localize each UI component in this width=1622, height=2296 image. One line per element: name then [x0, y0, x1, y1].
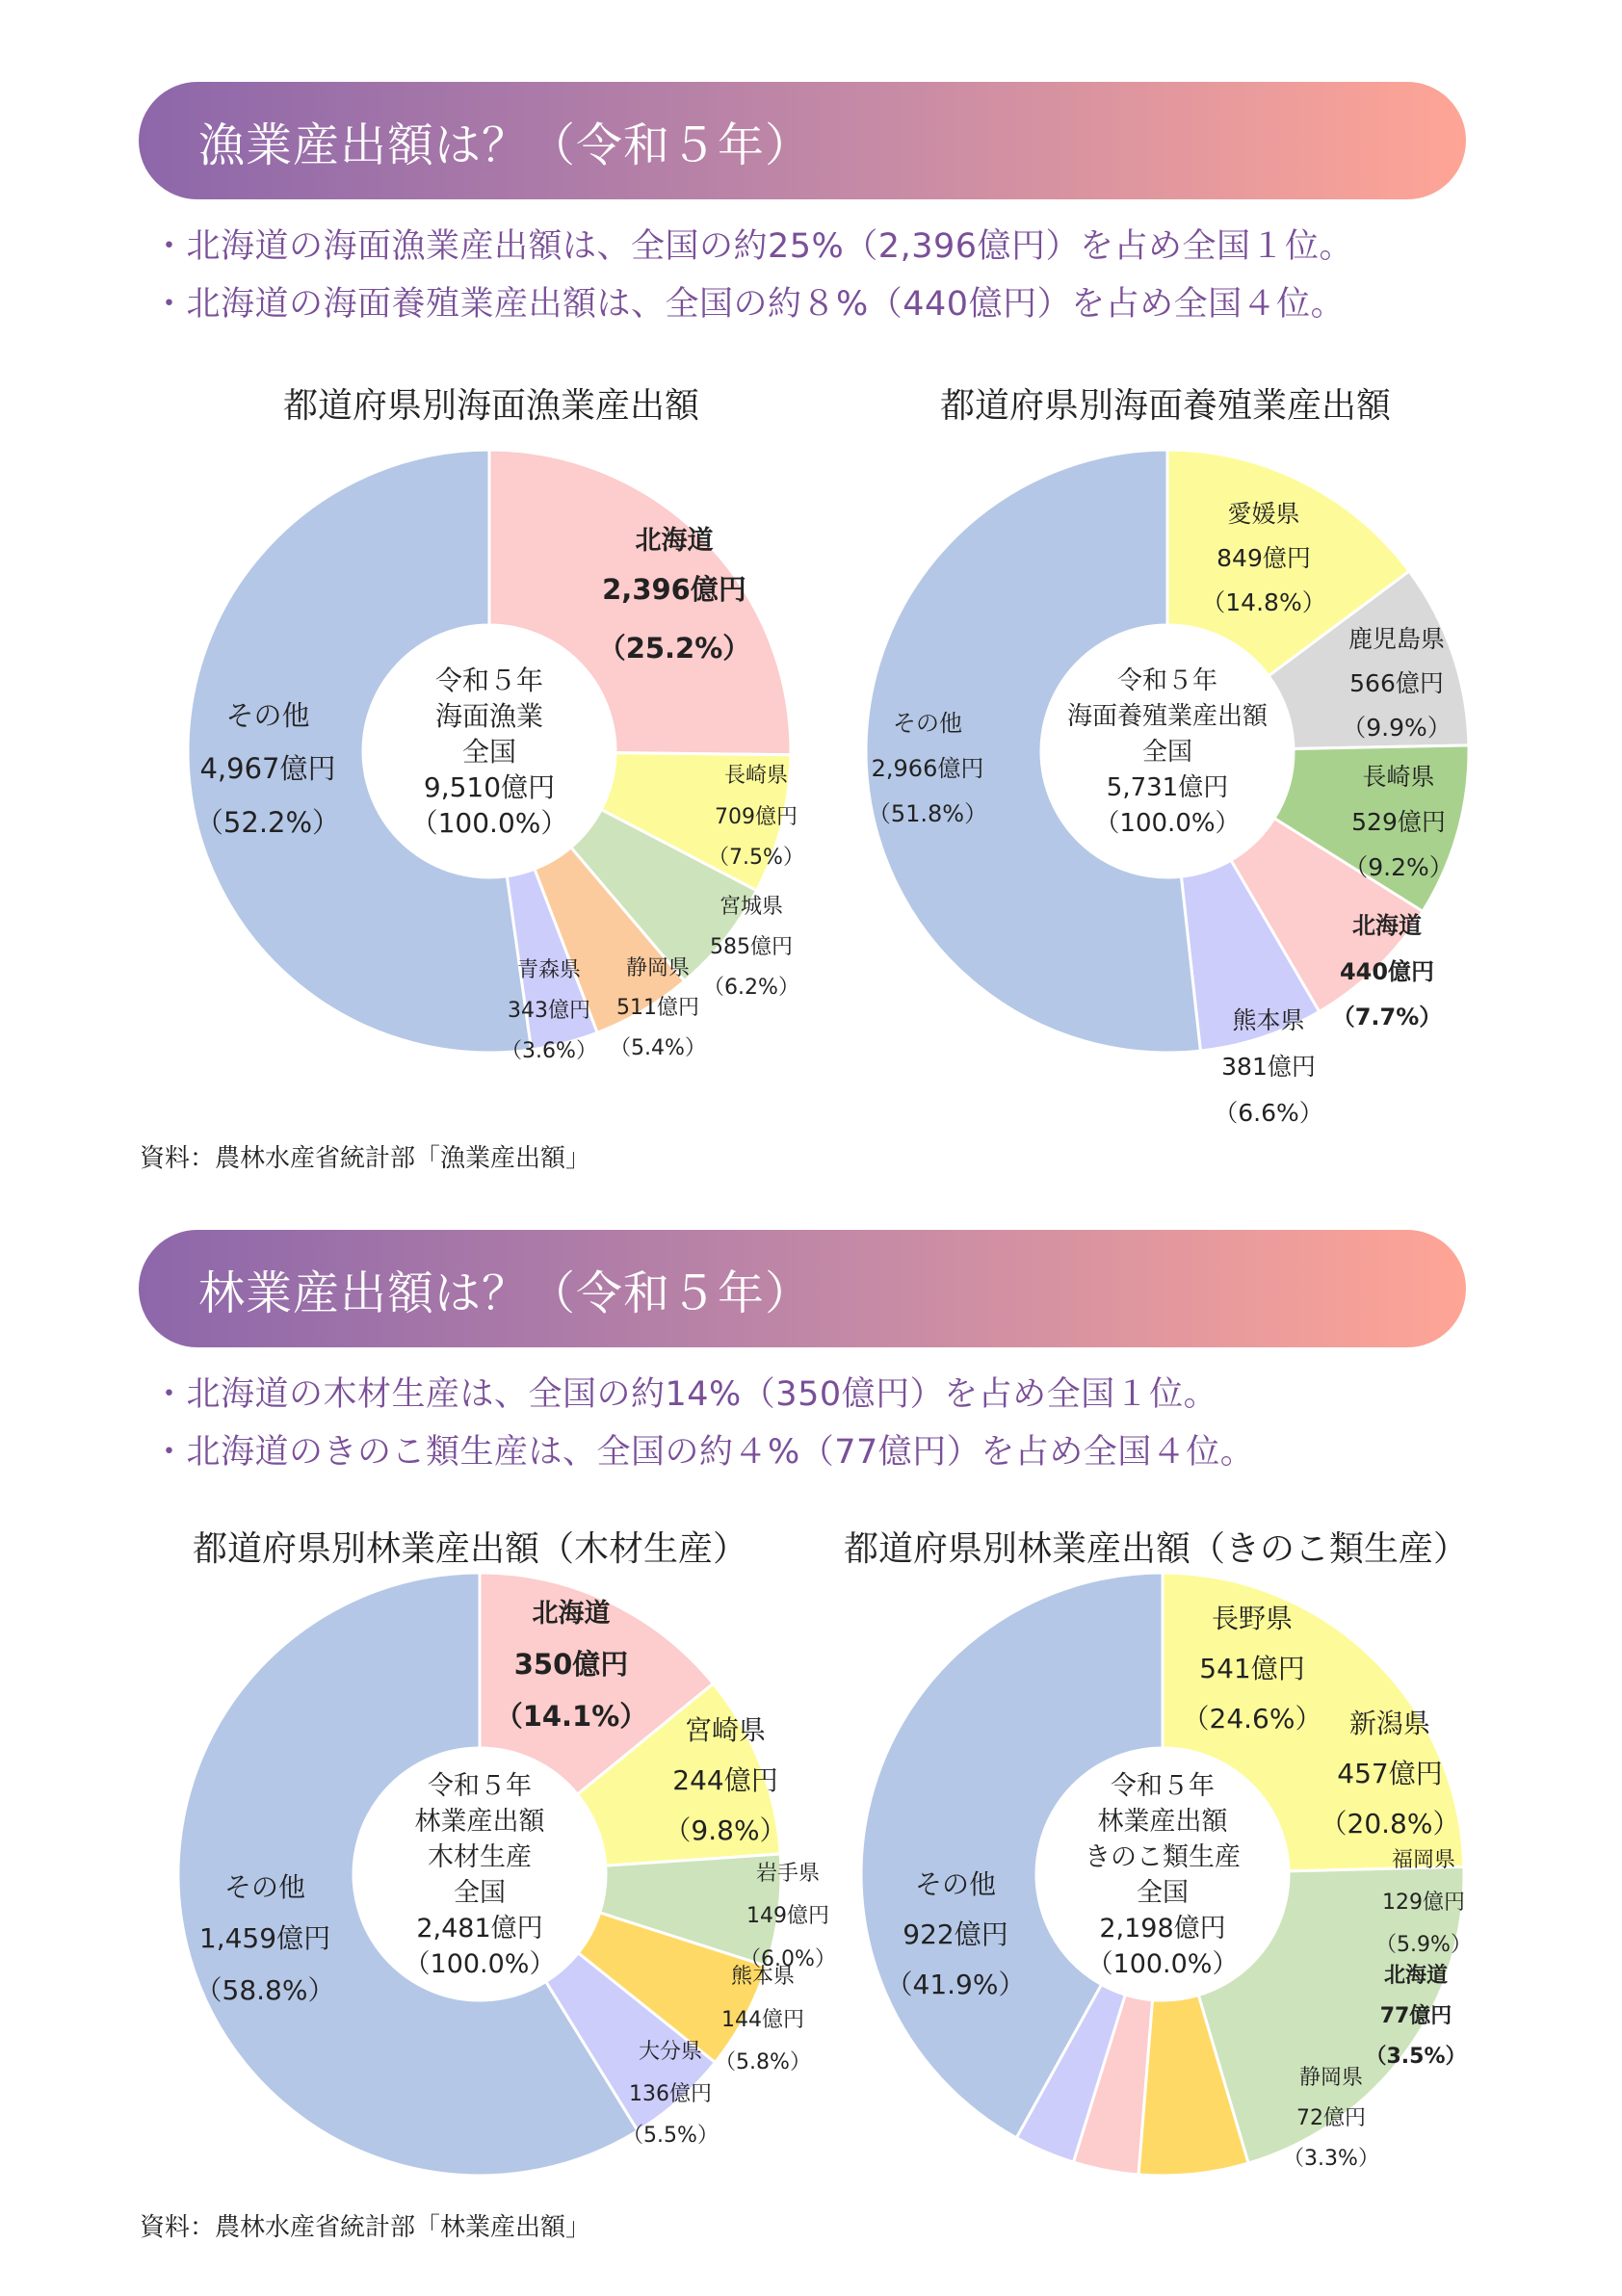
- chart1-center-line-3: 全国: [461, 735, 517, 768]
- fishery-bullet-2: ・北海道の海面養殖業産出額は、全国の約８%（440億円）を占め全国４位。: [152, 285, 1346, 324]
- chart1-label-長崎県-name: 長崎県: [723, 764, 789, 788]
- chart3-center-line-4: 全国: [454, 1877, 506, 1908]
- chart3-label-熊本県-value: 144億円: [721, 2008, 804, 2032]
- chart2-label-その他-value: 2,966億円: [871, 755, 984, 782]
- chart4-label-北海道-pct: （3.5%）: [1365, 2045, 1467, 2069]
- chart4-label-静岡県-name: 静岡県: [1298, 2066, 1364, 2090]
- fishery-bullet-1: ・北海道の海面漁業産出額は、全国の約25%（2,396億円）を占め全国１位。: [152, 227, 1353, 266]
- chart3-label-宮崎県-value: 244億円: [672, 1764, 778, 1796]
- fishery-source-note: 資料：農林水産省統計部「漁業産出額」: [140, 1144, 591, 1173]
- chart4-label-新潟県-name: 新潟県: [1348, 1708, 1431, 1739]
- forestry-source-note: 資料：農林水産省統計部「林業産出額」: [140, 2213, 591, 2242]
- chart2-label-北海道-value: 440億円: [1339, 958, 1435, 985]
- chart3-label-北海道-pct: （14.1%）: [494, 1700, 648, 1733]
- chart4-center-line-5: 2,198億円: [1099, 1913, 1226, 1944]
- chart2-label-鹿児島県-name: 鹿児島県: [1347, 625, 1446, 653]
- chart1-label-その他-value: 4,967億円: [199, 752, 336, 785]
- chart4-label-その他-value: 922億円: [903, 1918, 1008, 1950]
- chart2-center-line-4: 5,731億円: [1106, 773, 1229, 803]
- chart1-label-北海道-pct: （25.2%）: [597, 632, 751, 665]
- chart3-center-line-1: 令和５年: [428, 1770, 532, 1801]
- chart3-center-line-5: 2,481億円: [416, 1913, 543, 1944]
- chart1-label-宮城県-pct: （6.2%）: [703, 976, 799, 1000]
- chart1-label-その他-pct: （52.2%）: [195, 806, 341, 839]
- chart1-label-北海道-value: 2,396億円: [602, 573, 746, 606]
- chart3-label-北海道-name: 北海道: [532, 1599, 611, 1629]
- chart1-center-line-4: 9,510億円: [423, 770, 556, 803]
- chart1-center-line-1: 令和５年: [434, 664, 544, 696]
- chart2-label-熊本県-value: 381億円: [1221, 1053, 1316, 1081]
- chart-title-timber: 都道府県別林業産出額（木材生産）: [192, 1529, 748, 1569]
- chart3-label-岩手県-pct: （6.0%）: [740, 1947, 836, 1971]
- chart4-label-新潟県-pct: （20.8%）: [1320, 1808, 1460, 1839]
- chart2-label-その他-pct: （51.8%）: [867, 800, 988, 827]
- chart1-label-静岡県-value: 511億円: [616, 996, 699, 1020]
- chart2-label-愛媛県-value: 849億円: [1216, 544, 1311, 572]
- chart2-label-長崎県-pct: （9.2%）: [1344, 853, 1453, 881]
- chart3-center-line-2: 林業産出額: [414, 1806, 545, 1837]
- chart3-label-宮崎県-pct: （9.8%）: [664, 1814, 787, 1846]
- chart2-label-長崎県-name: 長崎県: [1362, 763, 1435, 791]
- chart3-label-その他-pct: （58.8%）: [195, 1974, 335, 2006]
- chart2-label-鹿児島県-value: 566億円: [1349, 669, 1444, 697]
- chart4-label-福岡県-value: 129億円: [1382, 1891, 1465, 1915]
- chart4-label-福岡県-pct: （5.9%）: [1375, 1933, 1472, 1957]
- chart3-label-岩手県-name: 岩手県: [755, 1862, 821, 1886]
- chart3-label-大分県-value: 136億円: [629, 2082, 712, 2106]
- chart2-label-熊本県-name: 熊本県: [1232, 1006, 1305, 1034]
- chart4-center-line-6: （100.0%）: [1086, 1948, 1239, 1979]
- chart1-label-その他-name: その他: [225, 699, 310, 732]
- chart2-label-北海道-name: 北海道: [1352, 912, 1422, 939]
- chart1-label-青森県-value: 343億円: [508, 999, 590, 1023]
- chart-title-sea-fishery: 都道府県別海面漁業産出額: [282, 386, 700, 426]
- chart2-label-長崎県-value: 529億円: [1351, 808, 1446, 836]
- chart1-center-line-2: 海面漁業: [434, 699, 544, 732]
- chart4-center-line-4: 全国: [1137, 1877, 1189, 1908]
- chart2-label-その他-name: その他: [893, 710, 962, 737]
- forestry-section-title: 林業産出額は？（令和５年）: [198, 1265, 813, 1320]
- chart4-center-line-2: 林業産出額: [1097, 1806, 1228, 1837]
- chart1-label-北海道-name: 北海道: [635, 526, 714, 556]
- chart2-label-熊本県-pct: （6.6%）: [1214, 1099, 1323, 1127]
- chart3-label-岩手県-value: 149億円: [746, 1904, 829, 1928]
- chart2-center-line-5: （100.0%）: [1094, 809, 1241, 839]
- chart2-label-北海道-pct: （7.7%）: [1331, 1004, 1443, 1031]
- chart2-label-愛媛県-pct: （14.8%）: [1201, 588, 1326, 616]
- chart1-center-line-5: （100.0%）: [410, 806, 568, 839]
- chart1-label-長崎県-pct: （7.5%）: [708, 846, 804, 870]
- forestry-bullet-2: ・北海道のきのこ類生産は、全国の約４%（77億円）を占め全国４位。: [152, 1433, 1255, 1472]
- chart4-label-長野県-value: 541億円: [1199, 1653, 1305, 1684]
- chart4-label-北海道-value: 77億円: [1379, 2004, 1452, 2028]
- chart4-label-北海道-name: 北海道: [1383, 1964, 1449, 1988]
- chart4-label-その他-pct: （41.9%）: [885, 1969, 1026, 2000]
- chart1-label-静岡県-name: 静岡県: [625, 956, 691, 980]
- chart4-label-長野県-name: 長野県: [1211, 1603, 1294, 1634]
- chart4-label-福岡県-name: 福岡県: [1391, 1848, 1456, 1872]
- chart2-center-line-2: 海面養殖業産出額: [1066, 702, 1269, 732]
- chart2-center-line-1: 令和５年: [1116, 666, 1218, 696]
- chart2-label-鹿児島県-pct: （9.9%）: [1342, 714, 1452, 742]
- chart3-label-大分県-name: 大分県: [638, 2040, 703, 2064]
- chart4-label-新潟県-value: 457億円: [1337, 1758, 1443, 1789]
- chart3-label-熊本県-name: 熊本県: [730, 1965, 796, 1989]
- chart3-center-line-6: （100.0%）: [404, 1948, 556, 1979]
- chart3-label-大分県-pct: （5.5%）: [622, 2124, 719, 2148]
- chart4-label-その他-name: その他: [914, 1868, 997, 1900]
- chart4-center-line-1: 令和５年: [1111, 1770, 1215, 1801]
- chart1-label-長崎県-value: 709億円: [715, 805, 798, 829]
- chart1-label-静岡県-pct: （5.4%）: [610, 1036, 706, 1060]
- chart4-label-静岡県-pct: （3.3%）: [1283, 2147, 1379, 2171]
- chart1-label-宮城県-value: 585億円: [710, 935, 793, 959]
- chart3-label-その他-name: その他: [223, 1871, 306, 1903]
- chart4-label-長野県-pct: （24.6%）: [1182, 1703, 1322, 1735]
- chart3-label-宮崎県-name: 宮崎県: [684, 1714, 767, 1746]
- chart3-label-熊本県-pct: （5.8%）: [715, 2050, 811, 2074]
- chart3-label-その他-value: 1,459億円: [198, 1922, 331, 1954]
- chart-title-aquaculture: 都道府県別海面養殖業産出額: [939, 386, 1392, 426]
- chart3-center-line-3: 木材生産: [428, 1841, 532, 1872]
- chart2-center-line-3: 全国: [1141, 738, 1193, 768]
- chart1-label-宮城県-name: 宮城県: [719, 895, 784, 919]
- fishery-section-title: 漁業産出額は？（令和５年）: [198, 117, 813, 172]
- chart1-label-青森県-name: 青森県: [516, 958, 582, 982]
- chart2-label-愛媛県-name: 愛媛県: [1227, 500, 1300, 528]
- chart4-center-line-3: きのこ類生産: [1085, 1841, 1241, 1872]
- chart3-label-北海道-value: 350億円: [513, 1648, 629, 1681]
- chart1-label-青森県-pct: （3.6%）: [501, 1039, 597, 1063]
- chart-title-mushroom: 都道府県別林業産出額（きのこ類生産）: [843, 1529, 1469, 1569]
- forestry-bullet-1: ・北海道の木材生産は、全国の約14%（350億円）を占め全国１位。: [152, 1375, 1218, 1414]
- chart4-label-静岡県-value: 72億円: [1296, 2106, 1366, 2130]
